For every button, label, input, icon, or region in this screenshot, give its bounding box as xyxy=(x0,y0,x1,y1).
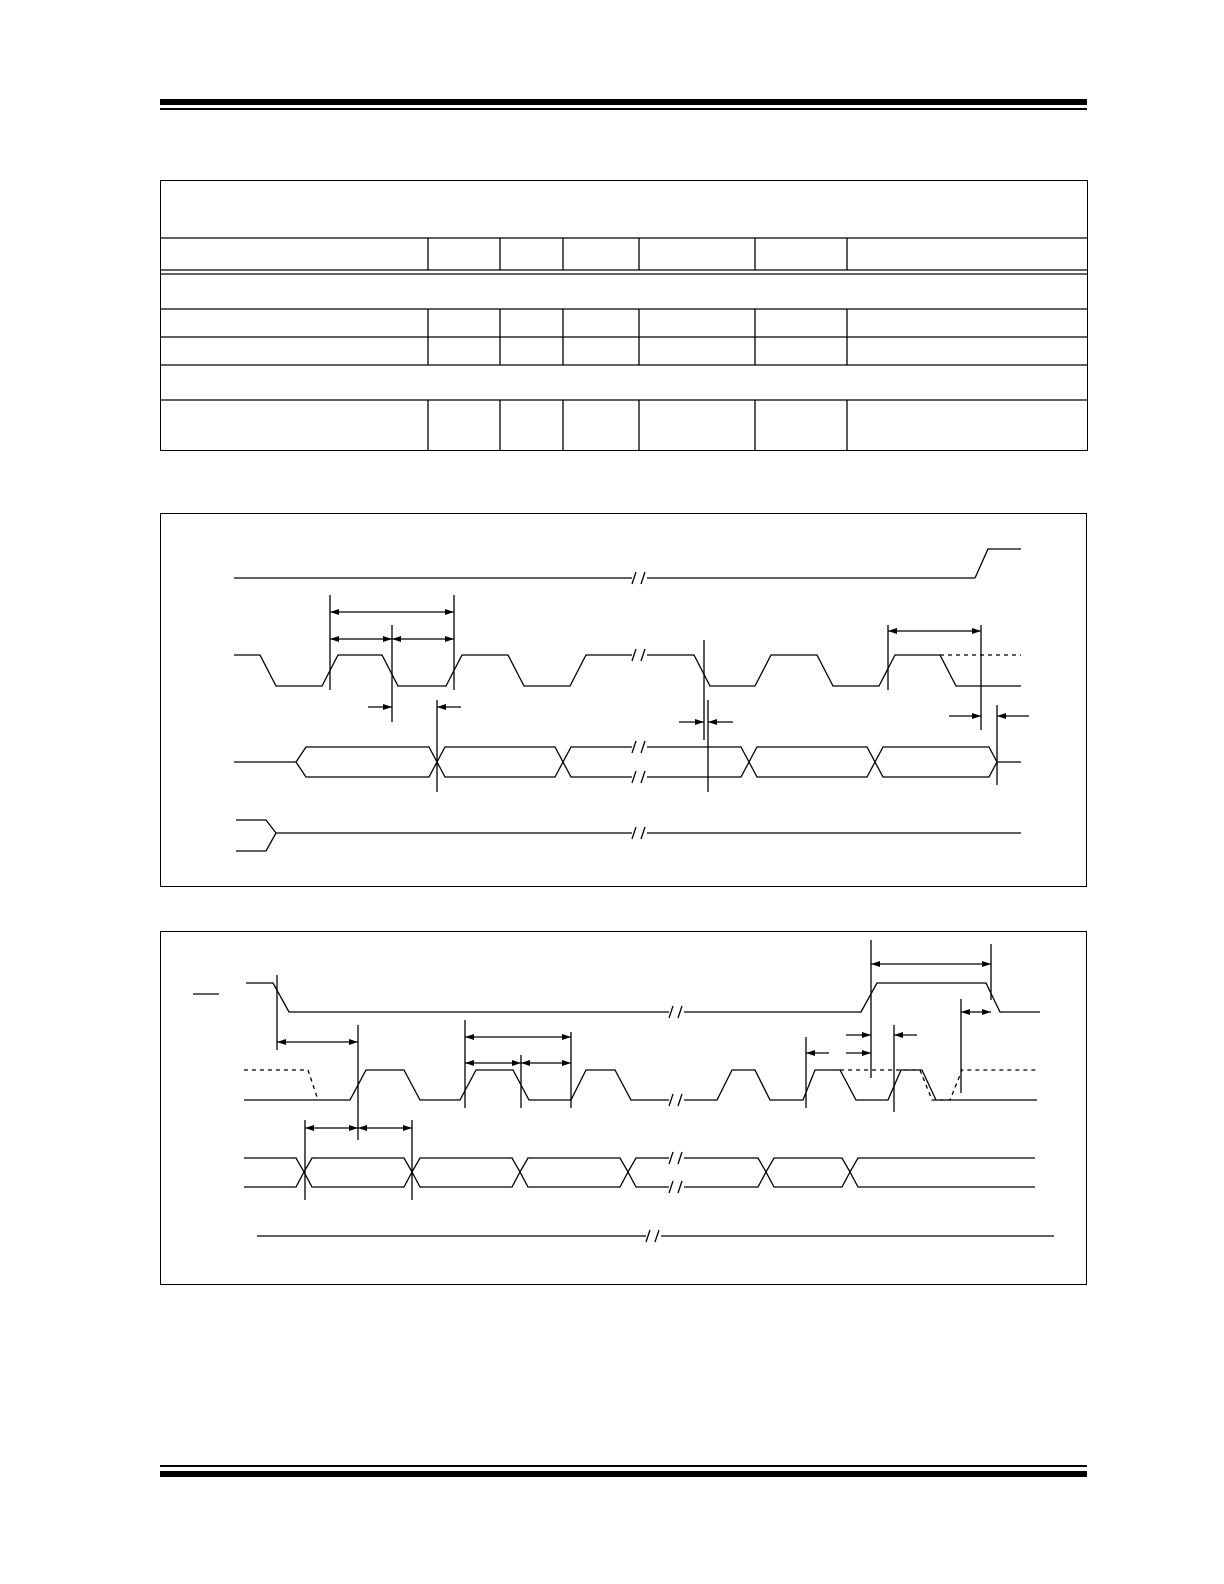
diagram-frame xyxy=(161,514,1087,887)
header-rule-thick xyxy=(160,99,1087,105)
footer-rule-thick xyxy=(160,1471,1087,1477)
footer-rule-thin xyxy=(160,1465,1087,1467)
header-rule-thin xyxy=(160,108,1087,110)
timing-diagram-read xyxy=(160,513,1088,887)
timing-diagram-write xyxy=(160,931,1088,1285)
parameter-table xyxy=(160,180,1088,451)
diagram-frame xyxy=(161,932,1087,1285)
